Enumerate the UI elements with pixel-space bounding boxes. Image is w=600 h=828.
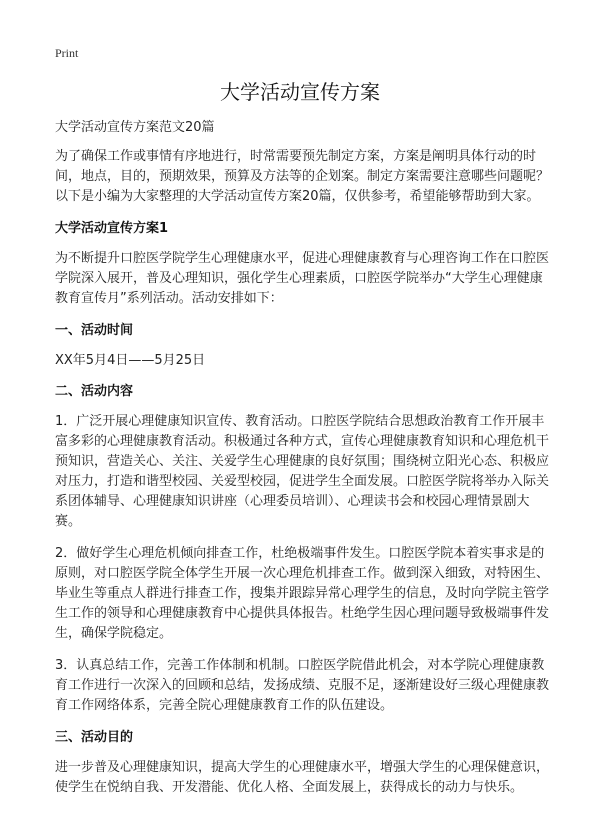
section-time-heading: 一、活动时间 xyxy=(55,323,134,338)
document-title: 大学活动宣传方案 xyxy=(220,80,380,104)
section-content-heading: 二、活动内容 xyxy=(55,384,134,399)
document-body xyxy=(55,118,553,810)
plan-heading: 大学活动宣传方案1 xyxy=(55,221,169,236)
section-purpose-heading: 三、活动目的 xyxy=(55,730,134,745)
document-subtitle: 大学活动宣传方案范文20篇 xyxy=(55,120,215,135)
intro-paragraph: 为了确保工作或事情有序地进行，时常需要预先制定方案，方案是阐明具体行动的时间，地点，目的，预期效果，预算及方法等的企划案。制定方案需要注意哪些问题呢？以下是小编为大家整理的大学活动宣传方案20篇，仅供参考，希望能够帮助到大家。 xyxy=(55,149,550,204)
content-item: 2．做好学生心理危机倾向排查工作，杜绝极端事件发生。口腔医学院本着实事求是的原则，对口腔医学院全体学生开展一次心理危机排查工作。做到深入细致，对特困生、毕业生等重点人群进行排查工作，搜集并跟踪异常心理学生的信息，及时向学院主管学生工作的领导和心理健康教育中心提供具体报告。杜绝学生因心理问题导致极端事件发生，确保学院稳定。 xyxy=(55,546,550,641)
content-item: 1．广泛开展心理健康知识宣传、教育活动。口腔医学院结合思想政治教育工作开展丰富多彩的心理健康教育活动。积极通过各种方式，宣传心理健康教育知识和心理危机干预知识，营造关心、关注、关爱学生心理健康的良好氛围；围绕树立阳光心态、积极应对压力，打造和谐型校园、关爱型校园，促进学生全面发展。口腔医学院将举办入际关系团体辅导、心理健康知识讲座（心理委员培训）、心理读书会和校园心理情景剧大赛。 xyxy=(55,414,550,529)
content-item: 3．认真总结工作，完善工作体制和机制。口腔医学院借此机会，对本学院心理健康教育工作进行一次深入的回顾和总结，发扬成绩、克服不足，逐渐建设好三级心理健康教育工作网络体系，完善全院心理健康教育工作的队伍建设。 xyxy=(55,658,550,713)
activity-date-range: XX年5月4日——5月25日 xyxy=(55,353,206,368)
purpose-paragraph: 进一步普及心理健康知识，提高大学生的心理健康水平，增强大学生的心理保健意识，使学生在悦纳自我、开发潜能、优化人格、全面发展上，获得成长的动力与快乐。 xyxy=(55,760,550,795)
plan-intro-paragraph: 为不断提升口腔医学院学生心理健康水平，促进心理健康教育与心理咨询工作在口腔医学院深入展开，普及心理知识，强化学生心理素质，口腔医学院举办“大学生心理健康教育宣传月”系列活动。活动安排如下： xyxy=(55,251,550,306)
print-link[interactable]: Print xyxy=(55,46,79,60)
